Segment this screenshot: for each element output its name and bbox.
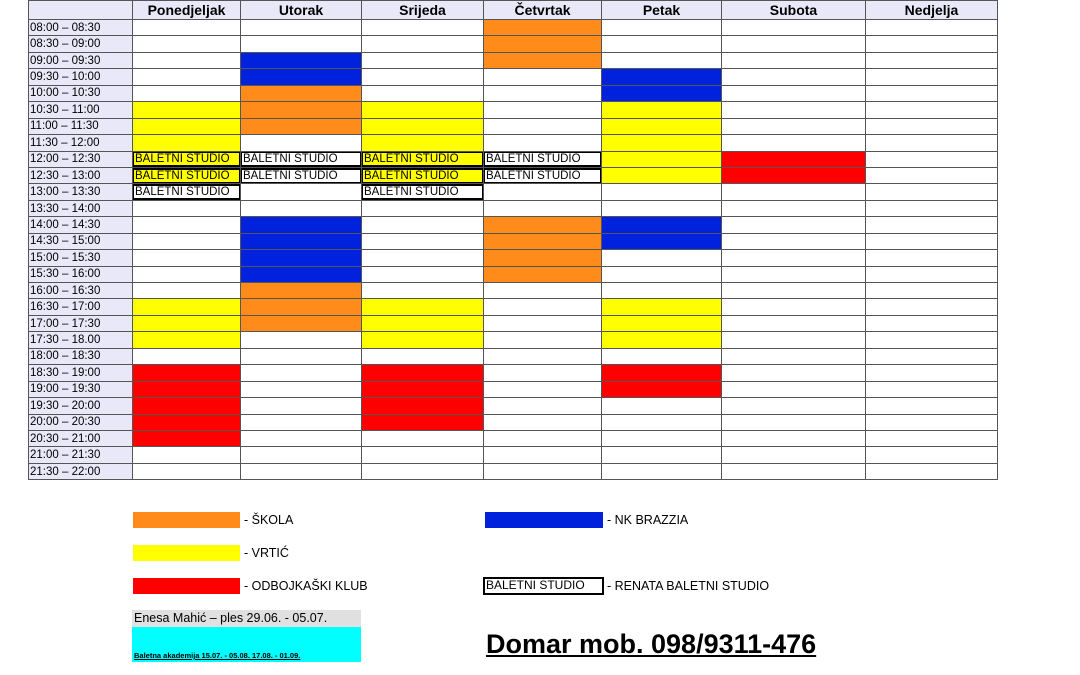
schedule-cell-sun bbox=[866, 348, 998, 364]
header-day-wed: Srijeda bbox=[362, 1, 484, 20]
schedule-cell-sat bbox=[722, 52, 866, 68]
contact-phone: Domar mob. 098/9311-476 bbox=[486, 629, 817, 659]
schedule-cell-sun bbox=[866, 69, 998, 85]
schedule-cell-sat bbox=[722, 299, 866, 315]
schedule-cell-sun bbox=[866, 217, 998, 233]
schedule-cell-mon bbox=[133, 463, 241, 479]
schedule-row bbox=[29, 381, 998, 397]
schedule-cell-sun bbox=[866, 200, 998, 216]
schedule-cell-wed-odbojka bbox=[362, 414, 484, 430]
schedule-cell-mon bbox=[133, 266, 241, 282]
schedule-cell-tue bbox=[241, 398, 362, 414]
schedule-cell-thu bbox=[484, 365, 602, 381]
schedule-cell-sat bbox=[722, 315, 866, 331]
schedule-row bbox=[29, 365, 998, 381]
schedule-cell-sun bbox=[866, 184, 998, 200]
schedule-cell-wed bbox=[362, 20, 484, 36]
schedule-cell-sat bbox=[722, 430, 866, 446]
note-akademija: Baletna akademija 15.07. - 05.08. 17.08. - 01.09. bbox=[134, 651, 301, 660]
legend-swatch-nk-brazzia bbox=[485, 512, 603, 528]
schedule-cell-mon-vrtic bbox=[133, 135, 241, 151]
schedule-cell-sun bbox=[866, 102, 998, 118]
schedule-cell-fri bbox=[602, 200, 722, 216]
schedule-cell-sun bbox=[866, 414, 998, 430]
schedule-cell-mon-odbojka bbox=[133, 430, 241, 446]
schedule-cell-sun bbox=[866, 167, 998, 183]
time-slot-label: 13:30 – 14:00 bbox=[29, 200, 133, 216]
schedule-cell-wed-vrtic bbox=[362, 299, 484, 315]
time-slot-label: 11:30 – 12:00 bbox=[29, 135, 133, 151]
schedule-cell-tue-nk bbox=[241, 69, 362, 85]
schedule-cell-thu-skola bbox=[484, 36, 602, 52]
schedule-cell-wed bbox=[362, 463, 484, 479]
schedule-cell-tue bbox=[241, 348, 362, 364]
schedule-cell-sat bbox=[722, 217, 866, 233]
schedule-cell-mon-vrtic bbox=[133, 332, 241, 348]
schedule-cell-wed-ballet bbox=[362, 184, 484, 200]
schedule-cell-sun bbox=[866, 36, 998, 52]
schedule-cell-sat bbox=[722, 36, 866, 52]
schedule-cell-wed-vrtic bbox=[362, 135, 484, 151]
schedule-cell-wed-vrtic bbox=[362, 332, 484, 348]
legend-swatch-ballet: BALETNI STUDIO bbox=[483, 577, 604, 595]
schedule-cell-fri bbox=[602, 463, 722, 479]
schedule-cell-fri bbox=[602, 348, 722, 364]
schedule-cell-sun bbox=[866, 266, 998, 282]
schedule-cell-wed bbox=[362, 283, 484, 299]
schedule-row bbox=[29, 414, 998, 430]
schedule-cell-wed-vrtic bbox=[362, 118, 484, 134]
schedule-cell-fri bbox=[602, 283, 722, 299]
schedule-cell-mon bbox=[133, 85, 241, 101]
schedule-row bbox=[29, 315, 998, 331]
schedule-cell-tue-nk bbox=[241, 233, 362, 249]
time-slot-label: 09:30 – 10:00 bbox=[29, 69, 133, 85]
schedule-cell-mon-vrtic bbox=[133, 299, 241, 315]
schedule-cell-wed-vrtic-ballet bbox=[362, 151, 484, 167]
time-slot-label: 18:00 – 18:30 bbox=[29, 348, 133, 364]
schedule-cell-thu bbox=[484, 184, 602, 200]
schedule-cell-thu-ballet bbox=[484, 167, 602, 183]
schedule-cell-fri bbox=[602, 398, 722, 414]
schedule-cell-wed bbox=[362, 85, 484, 101]
schedule-cell-fri-nk bbox=[602, 233, 722, 249]
schedule-cell-mon bbox=[133, 217, 241, 233]
schedule-cell-sat bbox=[722, 266, 866, 282]
time-slot-label: 17:30 – 18.00 bbox=[29, 332, 133, 348]
schedule-cell-mon bbox=[133, 447, 241, 463]
schedule-cell-thu bbox=[484, 332, 602, 348]
schedule-cell-tue bbox=[241, 184, 362, 200]
schedule-row bbox=[29, 283, 998, 299]
schedule-row bbox=[29, 217, 998, 233]
time-slot-label: 19:00 – 19:30 bbox=[29, 381, 133, 397]
time-slot-label: 14:30 – 15:00 bbox=[29, 233, 133, 249]
schedule-cell-tue bbox=[241, 381, 362, 397]
schedule-cell-sat bbox=[722, 135, 866, 151]
schedule-cell-sat bbox=[722, 69, 866, 85]
schedule-cell-fri bbox=[602, 20, 722, 36]
schedule-row bbox=[29, 250, 998, 266]
schedule-cell-thu-skola bbox=[484, 52, 602, 68]
time-slot-label: 11:00 – 11:30 bbox=[29, 118, 133, 134]
schedule-row bbox=[29, 398, 998, 414]
schedule-cell-thu bbox=[484, 200, 602, 216]
schedule-row bbox=[29, 118, 998, 134]
schedule-cell-fri bbox=[602, 266, 722, 282]
time-slot-label: 13:00 – 13:30 bbox=[29, 184, 133, 200]
schedule-cell-thu bbox=[484, 135, 602, 151]
schedule-cell-fri-vrtic bbox=[602, 118, 722, 134]
schedule-cell-sun bbox=[866, 381, 998, 397]
schedule-cell-thu-skola bbox=[484, 266, 602, 282]
schedule-cell-mon-odbojka bbox=[133, 381, 241, 397]
schedule-row bbox=[29, 69, 998, 85]
ballet-booking-label: BALETNI STUDIO bbox=[241, 168, 362, 184]
schedule-cell-thu-skola bbox=[484, 250, 602, 266]
schedule-cell-mon bbox=[133, 20, 241, 36]
schedule-cell-fri-nk bbox=[602, 69, 722, 85]
schedule-cell-fri bbox=[602, 414, 722, 430]
legend-swatch-vrtic bbox=[133, 545, 240, 561]
ballet-booking-label: BALETNI STUDIO bbox=[133, 168, 241, 184]
schedule-table bbox=[28, 0, 998, 480]
legend-label-vrtic: - VRTIĆ bbox=[244, 546, 289, 560]
schedule-cell-sat-odbojka bbox=[722, 167, 866, 183]
time-slot-label: 17:00 – 17:30 bbox=[29, 315, 133, 331]
time-slot-label: 08:30 – 09:00 bbox=[29, 36, 133, 52]
schedule-cell-wed bbox=[362, 348, 484, 364]
schedule-cell-fri bbox=[602, 430, 722, 446]
schedule-cell-sun bbox=[866, 233, 998, 249]
schedule-cell-sun bbox=[866, 365, 998, 381]
schedule-cell-mon bbox=[133, 200, 241, 216]
schedule-cell-sat-odbojka bbox=[722, 151, 866, 167]
schedule-cell-tue-nk bbox=[241, 266, 362, 282]
schedule-cell-thu bbox=[484, 398, 602, 414]
schedule-row bbox=[29, 52, 998, 68]
schedule-cell-fri-nk bbox=[602, 85, 722, 101]
schedule-row bbox=[29, 266, 998, 282]
header-day-fri: Petak bbox=[602, 1, 722, 20]
schedule-row bbox=[29, 430, 998, 446]
schedule-cell-tue bbox=[241, 36, 362, 52]
header-time-corner bbox=[29, 1, 133, 20]
schedule-cell-thu bbox=[484, 348, 602, 364]
time-slot-label: 19:30 – 20:00 bbox=[29, 398, 133, 414]
schedule-cell-sat bbox=[722, 233, 866, 249]
schedule-cell-fri-vrtic bbox=[602, 151, 722, 167]
schedule-cell-fri bbox=[602, 36, 722, 52]
ballet-booking-label: BALETNI STUDIO bbox=[362, 168, 484, 184]
schedule-cell-thu-skola bbox=[484, 233, 602, 249]
schedule-row bbox=[29, 167, 998, 183]
schedule-cell-tue bbox=[241, 20, 362, 36]
schedule-cell-thu bbox=[484, 414, 602, 430]
time-slot-label: 20:30 – 21:00 bbox=[29, 430, 133, 446]
schedule-cell-fri-odbojka bbox=[602, 365, 722, 381]
schedule-cell-wed bbox=[362, 266, 484, 282]
time-slot-label: 08:00 – 08:30 bbox=[29, 20, 133, 36]
time-slot-label: 09:00 – 09:30 bbox=[29, 52, 133, 68]
schedule-row bbox=[29, 36, 998, 52]
schedule-cell-fri-vrtic bbox=[602, 135, 722, 151]
schedule-cell-sat bbox=[722, 348, 866, 364]
schedule-cell-fri-vrtic bbox=[602, 332, 722, 348]
schedule-cell-tue-skola bbox=[241, 102, 362, 118]
schedule-cell-wed-odbojka bbox=[362, 365, 484, 381]
schedule-cell-sat bbox=[722, 85, 866, 101]
schedule-cell-mon bbox=[133, 36, 241, 52]
schedule-cell-wed bbox=[362, 233, 484, 249]
schedule-cell-sat bbox=[722, 118, 866, 134]
schedule-cell-wed-odbojka bbox=[362, 381, 484, 397]
header-day-sun: Nedjelja bbox=[866, 1, 998, 20]
schedule-row bbox=[29, 233, 998, 249]
schedule-cell-mon bbox=[133, 52, 241, 68]
time-slot-label: 20:00 – 20:30 bbox=[29, 414, 133, 430]
schedule-cell-sun bbox=[866, 447, 998, 463]
schedule-cell-wed-odbojka bbox=[362, 398, 484, 414]
time-slot-label: 15:30 – 16:00 bbox=[29, 266, 133, 282]
legend-label-skola: - ŠKOLA bbox=[244, 513, 294, 527]
header-day-thu: Četvrtak bbox=[484, 1, 602, 20]
schedule-cell-wed bbox=[362, 69, 484, 85]
schedule-cell-tue-ballet bbox=[241, 151, 362, 167]
schedule-cell-wed bbox=[362, 36, 484, 52]
schedule-cell-mon-odbojka bbox=[133, 398, 241, 414]
time-slot-label: 21:00 – 21:30 bbox=[29, 447, 133, 463]
schedule-cell-sun bbox=[866, 299, 998, 315]
schedule-cell-tue bbox=[241, 365, 362, 381]
schedule-row bbox=[29, 200, 998, 216]
schedule-cell-thu bbox=[484, 381, 602, 397]
schedule-cell-thu bbox=[484, 118, 602, 134]
note-akademija-box bbox=[132, 627, 361, 662]
legend-swatch-skola bbox=[133, 512, 240, 528]
schedule-cell-sun bbox=[866, 85, 998, 101]
schedule-cell-fri bbox=[602, 52, 722, 68]
header-day-tue: Utorak bbox=[241, 1, 362, 20]
schedule-cell-mon-odbojka bbox=[133, 365, 241, 381]
schedule-cell-mon bbox=[133, 348, 241, 364]
schedule-row bbox=[29, 184, 998, 200]
schedule-cell-tue bbox=[241, 447, 362, 463]
schedule-cell-mon bbox=[133, 69, 241, 85]
schedule-cell-sat bbox=[722, 381, 866, 397]
schedule-cell-fri-nk bbox=[602, 217, 722, 233]
schedule-cell-sat bbox=[722, 184, 866, 200]
schedule-cell-sun bbox=[866, 315, 998, 331]
schedule-cell-tue bbox=[241, 332, 362, 348]
legend-label-nk-brazzia: - NK BRAZZIA bbox=[607, 513, 689, 527]
ballet-booking-label: BALETNI STUDIO bbox=[133, 184, 241, 200]
schedule-cell-sun bbox=[866, 283, 998, 299]
time-slot-label: 10:00 – 10:30 bbox=[29, 85, 133, 101]
schedule-cell-thu-ballet bbox=[484, 151, 602, 167]
time-slot-label: 18:30 – 19:00 bbox=[29, 365, 133, 381]
schedule-cell-tue bbox=[241, 135, 362, 151]
schedule-cell-mon-vrtic-ballet bbox=[133, 151, 241, 167]
ballet-booking-label: BALETNI STUDIO bbox=[241, 151, 362, 167]
schedule-cell-fri-vrtic bbox=[602, 167, 722, 183]
time-slot-label: 10:30 – 11:00 bbox=[29, 102, 133, 118]
time-slot-label: 14:00 – 14:30 bbox=[29, 217, 133, 233]
schedule-cell-fri-vrtic bbox=[602, 299, 722, 315]
header-row bbox=[29, 1, 998, 20]
legend-label-ballet: - RENATA BALETNI STUDIO bbox=[607, 579, 770, 593]
schedule-cell-thu bbox=[484, 283, 602, 299]
schedule-cell-thu bbox=[484, 463, 602, 479]
schedule-cell-mon-odbojka bbox=[133, 414, 241, 430]
schedule-cell-sat bbox=[722, 200, 866, 216]
schedule-cell-sun bbox=[866, 250, 998, 266]
time-slot-label: 21:30 – 22:00 bbox=[29, 463, 133, 479]
schedule-cell-thu bbox=[484, 430, 602, 446]
schedule-cell-fri-odbojka bbox=[602, 381, 722, 397]
schedule-cell-sun bbox=[866, 463, 998, 479]
schedule-cell-thu bbox=[484, 315, 602, 331]
schedule-cell-sun bbox=[866, 20, 998, 36]
schedule-cell-tue bbox=[241, 200, 362, 216]
schedule-cell-tue bbox=[241, 430, 362, 446]
schedule-cell-tue-skola bbox=[241, 283, 362, 299]
schedule-cell-thu bbox=[484, 447, 602, 463]
schedule-cell-fri-vrtic bbox=[602, 102, 722, 118]
schedule-cell-sat bbox=[722, 250, 866, 266]
time-slot-label: 12:30 – 13:00 bbox=[29, 167, 133, 183]
schedule-cell-sun bbox=[866, 398, 998, 414]
schedule-cell-tue-skola bbox=[241, 85, 362, 101]
note-ples: Enesa Mahić – ples 29.06. - 05.07. bbox=[132, 610, 361, 627]
schedule-cell-wed bbox=[362, 52, 484, 68]
schedule-cell-sun bbox=[866, 52, 998, 68]
ballet-booking-label: BALETNI STUDIO bbox=[484, 151, 602, 167]
schedule-cell-thu bbox=[484, 69, 602, 85]
schedule-cell-wed bbox=[362, 250, 484, 266]
schedule-row bbox=[29, 332, 998, 348]
schedule-cell-thu-skola bbox=[484, 20, 602, 36]
schedule-cell-thu bbox=[484, 102, 602, 118]
schedule-cell-mon bbox=[133, 283, 241, 299]
header-day-sat: Subota bbox=[722, 1, 866, 20]
schedule-cell-wed bbox=[362, 217, 484, 233]
time-slot-label: 12:00 – 12:30 bbox=[29, 151, 133, 167]
schedule-cell-mon-ballet bbox=[133, 184, 241, 200]
schedule-cell-sat bbox=[722, 365, 866, 381]
ballet-booking-label: BALETNI STUDIO bbox=[133, 151, 241, 167]
schedule-cell-sun bbox=[866, 151, 998, 167]
legend-swatch-odbojka bbox=[133, 578, 240, 594]
schedule-cell-tue-skola bbox=[241, 299, 362, 315]
schedule-cell-tue-skola bbox=[241, 118, 362, 134]
schedule-cell-mon-vrtic-ballet bbox=[133, 167, 241, 183]
schedule-row bbox=[29, 135, 998, 151]
schedule-body bbox=[29, 20, 998, 480]
schedule-cell-wed-vrtic bbox=[362, 102, 484, 118]
time-slot-label: 16:00 – 16:30 bbox=[29, 283, 133, 299]
schedule-row bbox=[29, 151, 998, 167]
schedule-cell-mon-vrtic bbox=[133, 102, 241, 118]
schedule-cell-sat bbox=[722, 463, 866, 479]
schedule-row bbox=[29, 348, 998, 364]
schedule-cell-sat bbox=[722, 102, 866, 118]
schedule-cell-sat bbox=[722, 447, 866, 463]
schedule-cell-mon-vrtic bbox=[133, 118, 241, 134]
schedule-cell-sun bbox=[866, 135, 998, 151]
time-slot-label: 15:00 – 15:30 bbox=[29, 250, 133, 266]
legend-label-odbojka: - ODBOJKAŠKI KLUB bbox=[244, 579, 368, 593]
schedule-cell-sat bbox=[722, 20, 866, 36]
schedule-row bbox=[29, 447, 998, 463]
schedule-cell-tue-nk bbox=[241, 52, 362, 68]
schedule-cell-tue-nk bbox=[241, 250, 362, 266]
schedule-cell-sun bbox=[866, 118, 998, 134]
schedule-cell-mon bbox=[133, 233, 241, 249]
schedule-cell-tue-skola bbox=[241, 315, 362, 331]
ballet-booking-label: BALETNI STUDIO bbox=[362, 184, 484, 200]
schedule-cell-tue bbox=[241, 463, 362, 479]
schedule-cell-wed bbox=[362, 430, 484, 446]
schedule-cell-thu bbox=[484, 299, 602, 315]
schedule-row bbox=[29, 299, 998, 315]
schedule-cell-wed bbox=[362, 447, 484, 463]
schedule-cell-sun bbox=[866, 332, 998, 348]
schedule-cell-wed-vrtic bbox=[362, 315, 484, 331]
schedule-cell-fri bbox=[602, 184, 722, 200]
ballet-booking-label: BALETNI STUDIO bbox=[362, 151, 484, 167]
schedule-cell-fri-vrtic bbox=[602, 315, 722, 331]
schedule-row bbox=[29, 20, 998, 36]
schedule-cell-thu bbox=[484, 85, 602, 101]
schedule-cell-fri bbox=[602, 447, 722, 463]
schedule-row bbox=[29, 85, 998, 101]
header-day-mon: Ponedjeljak bbox=[133, 1, 241, 20]
schedule-cell-wed bbox=[362, 200, 484, 216]
schedule-cell-thu-skola bbox=[484, 217, 602, 233]
schedule-cell-sat bbox=[722, 398, 866, 414]
schedule-cell-tue-nk bbox=[241, 217, 362, 233]
schedule-cell-tue-ballet bbox=[241, 167, 362, 183]
schedule-row bbox=[29, 463, 998, 479]
schedule-cell-mon-vrtic bbox=[133, 315, 241, 331]
schedule-cell-tue bbox=[241, 414, 362, 430]
schedule-cell-sun bbox=[866, 430, 998, 446]
schedule-cell-mon bbox=[133, 250, 241, 266]
schedule-cell-sat bbox=[722, 283, 866, 299]
schedule-row bbox=[29, 102, 998, 118]
schedule-cell-sat bbox=[722, 414, 866, 430]
ballet-booking-label: BALETNI STUDIO bbox=[484, 168, 602, 184]
schedule-cell-fri bbox=[602, 250, 722, 266]
schedule-cell-wed-vrtic-ballet bbox=[362, 167, 484, 183]
schedule-cell-sat bbox=[722, 332, 866, 348]
time-slot-label: 16:30 – 17:00 bbox=[29, 299, 133, 315]
